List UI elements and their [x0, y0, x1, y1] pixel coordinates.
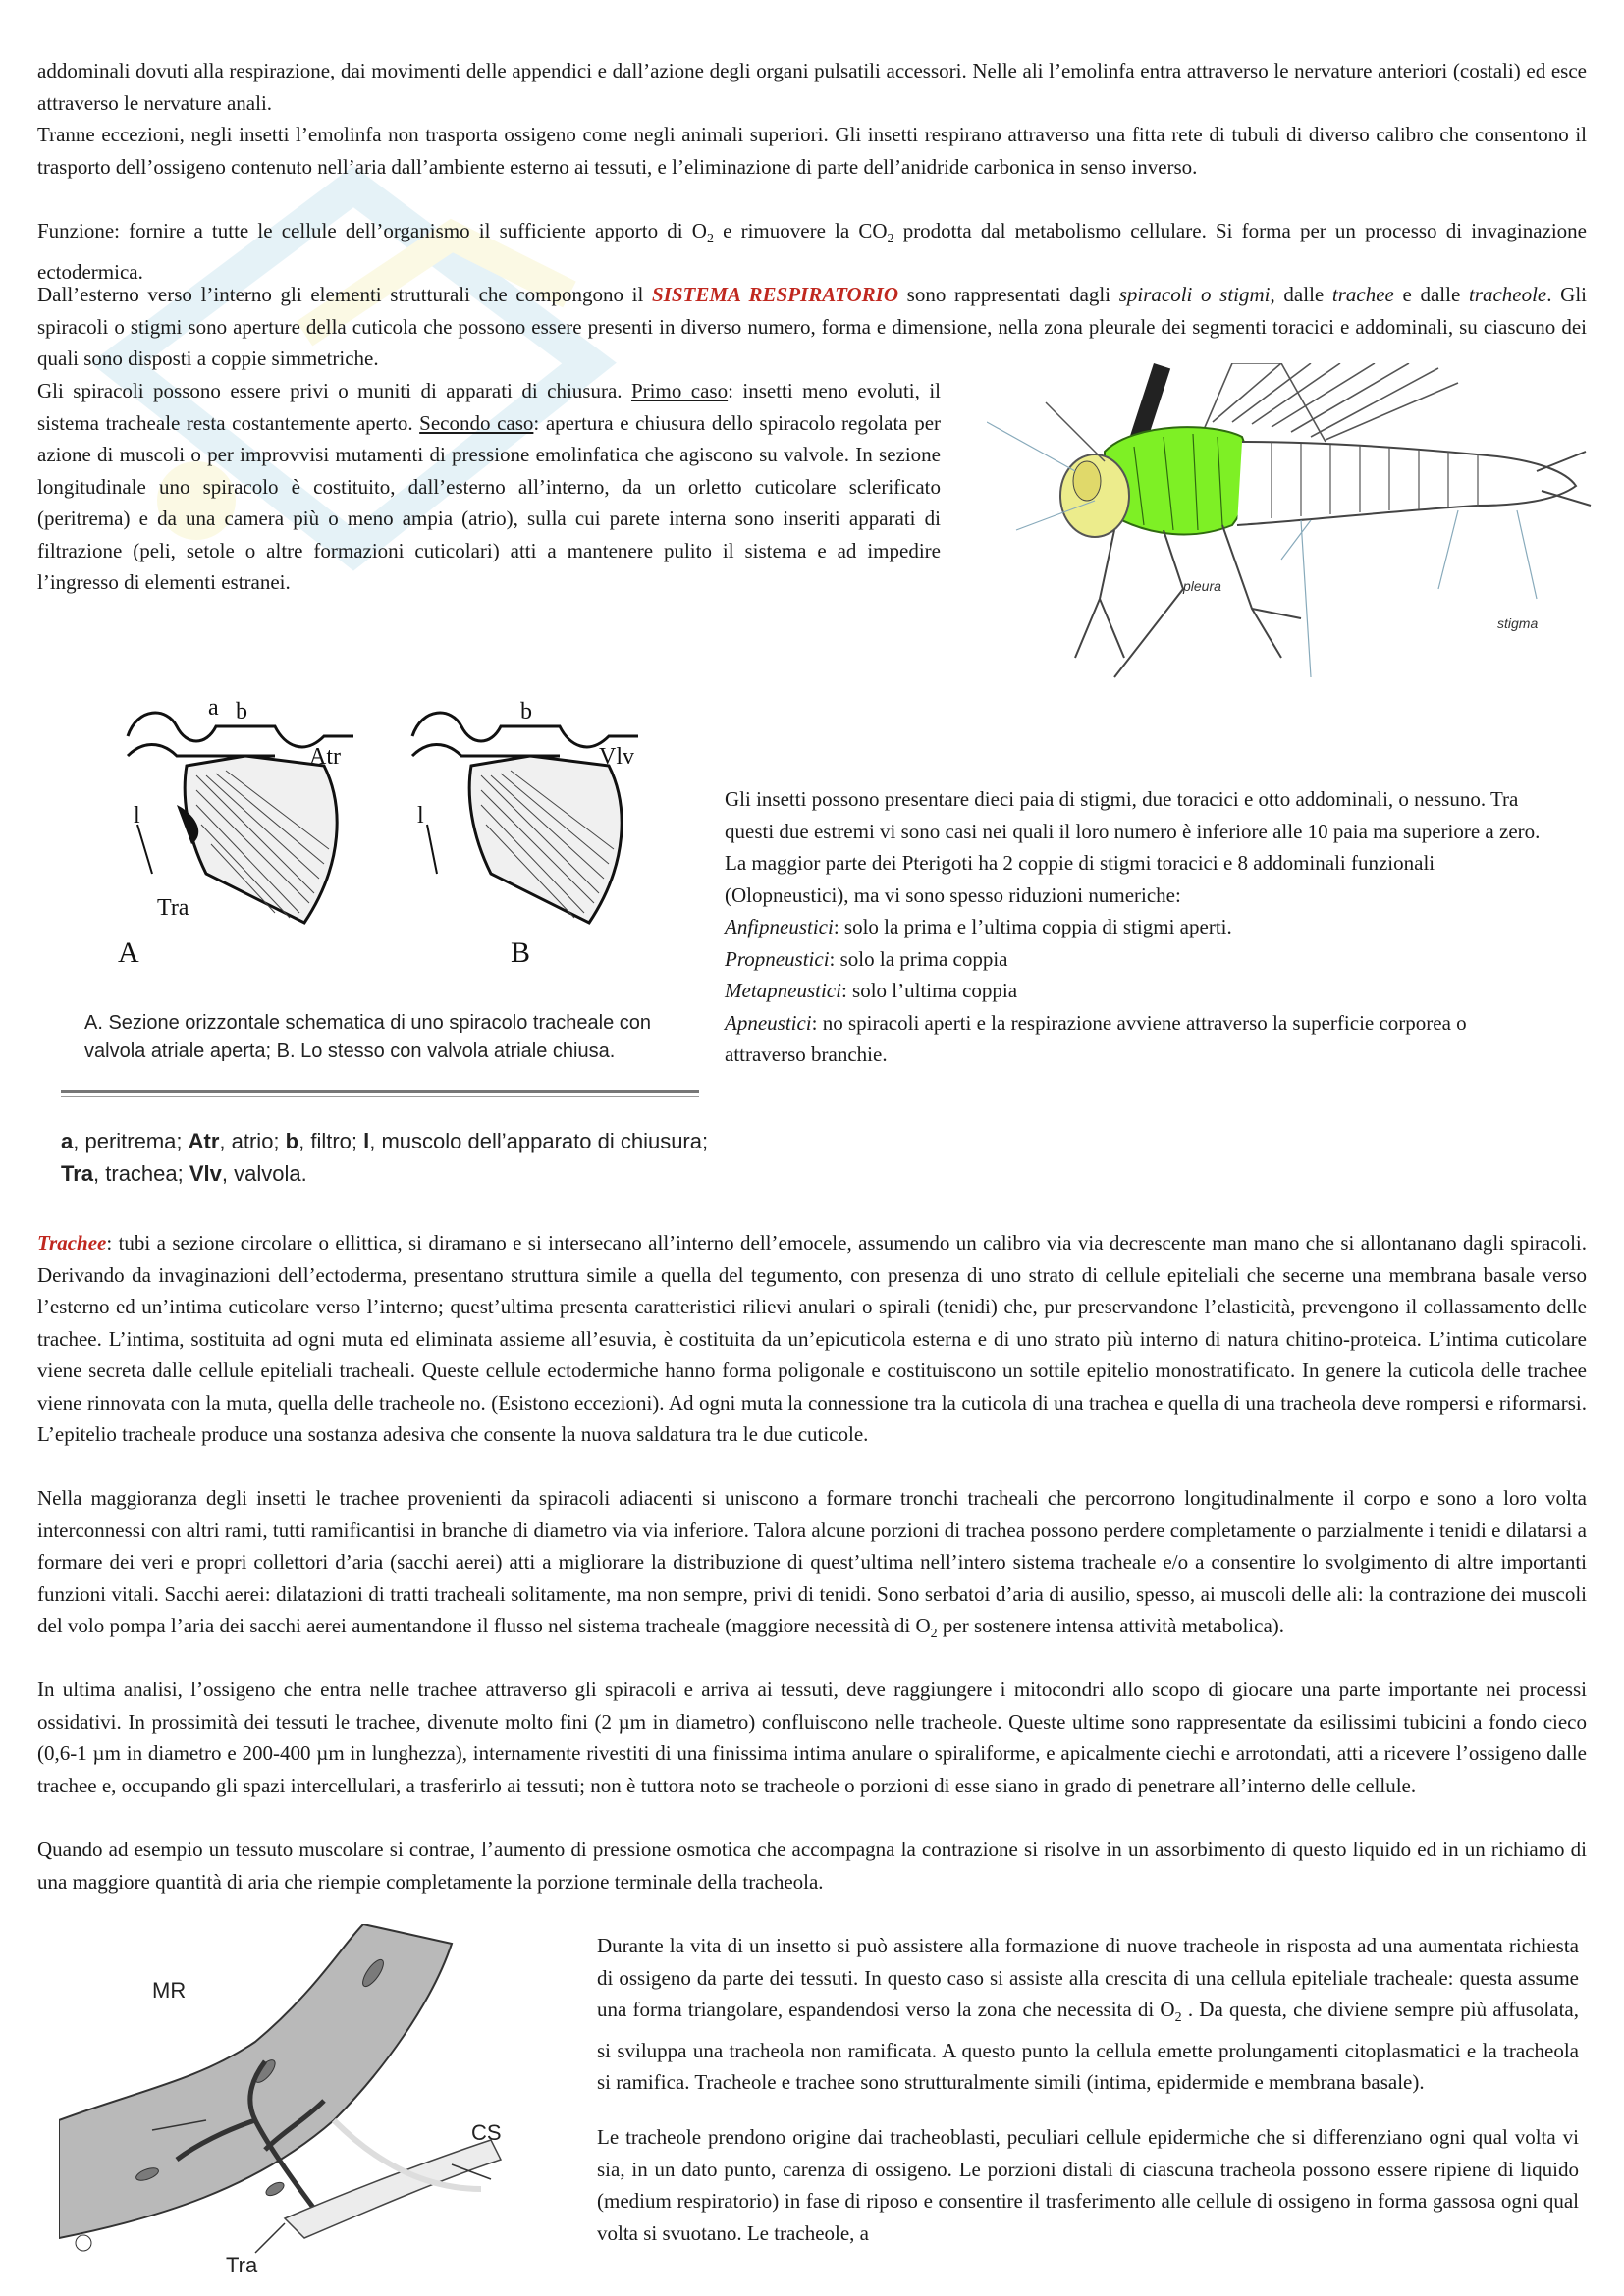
sistema-paragraph: Dall’esterno verso l’interno gli elementi strutturali che compongono il SISTEMA RESPIRATORIO sono rappresentati dagli spiracoli o stigmi, dalle trachee e dalle tracheole. Gli spiracoli o stigmi sono aperture della cuticola che possono essere presenti in diverso numero, forma e dimensione, nella zona pleurale dei segmenti toracici e addominali, su ciascuno dei quali sono disposti a coppie simmetriche. — [37, 283, 1587, 370]
label-tra-2: Tra — [226, 2253, 258, 2277]
trachee-paragraph-2: Nella maggioranza degli insetti le trachee provenienti da spiracoli adiacenti si uniscono a formare tronchi tracheali che percorrono longitudinalmente il corpo e sono a loro volta interconnessi con altri rami, tutti ramificantisi in branche di diametro via via inferiore. Talora alcune porzioni di trachea possono perdere completamente o parzialmente i tenidi e dilatarsi a formare dei veri e propri collettori d’aria (sacchi aerei) atti a migliorare la distribuzione di quest’ultima nell’intero sistema tracheale e/o a consentire lo svolgimento di altre importanti funzioni vitali. Sacchi aerei: dilatazioni di tratti tracheali solitamente, ma non sempre, privi di tenidi. Sono serbatoi d’aria di ausilio, spesso, ai muscoli delle ali: la contrazione dei muscoli del volo pompa l’aria dei sacchi aerei aumentandone il flusso nel sistema tracheale (maggiore necessità di $O_2$ per sostenere intensa attività metabolica). — [37, 1486, 1587, 1642]
tracheoblasti-paragraph: Le tracheole prendono origine dai tracheoblasti, peculiari cellule epidermiche che si differenziano ogni qual volta vi sia, in un dato punto, carenza di ossigeno. Le porzioni distali di ciascuna tracheola possono essere ripiene di liquido (medium respiratorio) in fase di riposo e consentire il trasferimento alle cellule di ossigeno in forma gassosa ogni qual volta si svuotano. Le tracheole, a — [597, 2125, 1579, 2245]
label-mr: MR — [152, 1978, 187, 2002]
intro-paragraph-2: Tranne eccezioni, negli insetti l’emolinfa non trasporta ossigeno come negli animali superiori. Gli insetti respirano attraverso una fitta rete di tubuli di diverso calibro che consentono il trasporto dell’ossigeno contenuto nell’aria dall’ambiente esterno ai tessuti, e l’eliminazione di parte dell’anidride carbonica in senso inverso. — [37, 123, 1587, 179]
caption-divider — [61, 1090, 699, 1093]
label-a: a — [208, 697, 219, 721]
spiracoli-paragraph: Gli spiracoli possono essere privi o muniti di apparati di chiusura. Primo caso: insetti meno evoluti, il sistema tracheale resta costantemente aperto. Secondo caso: apertura e chiusura dello spiracolo regolata per azione di muscoli o per improvvisi mutamenti di pressione emolinfatica che agiscono su valvole. In sezione longitudinale uno spiracolo è costituito, dall’esterno all’interno, da un orletto cuticolare sclerificato (peritrema) e da una camera più o meno ampia (atrio), sulla cui parete interna sono inseriti apparati di filtrazione (peli, setole o altre formazioni cuticolari) atti a mantenere pulito il sistema e ad impedire l’ingresso di elementi estranei. — [37, 379, 942, 594]
caption-divider-2 — [61, 1096, 699, 1097]
label-pleura: pleura — [1183, 578, 1221, 594]
insect-respiratory-figure — [987, 363, 1596, 687]
funzione-paragraph: Funzione: fornire a tutte le cellule dell’organismo il sufficiente apporto di $O_2$ e rimuovere la $CO_2$ prodotta dal metabolismo cellulare. Si forma per un processo di invaginazione ectodermica. — [37, 219, 1587, 284]
sistema-respiratorio-title: SISTEMA RESPIRATORIO — [651, 283, 899, 306]
label-l: l — [134, 803, 140, 828]
tracheole-figure — [59, 1924, 569, 2277]
label-cs: CS — [471, 2120, 502, 2145]
label-A: A — [118, 936, 139, 969]
intro-paragraph-1: addominali dovuti alla respirazione, dai movimenti delle appendici e dall’azione degli organi pulsatili accessori. Nelle ali l’emolinfa entra attraverso le nervature anteriori (costali) ed esce attraverso le nervature anali. — [37, 59, 1587, 115]
label-vlv: Vlv — [599, 744, 634, 770]
label-b2: b — [520, 699, 532, 724]
spiracle-section-figure — [98, 697, 648, 972]
spiracle-legend: a, peritrema; Atr, atrio; b, filtro; l, muscolo dell’apparato di chiusura; Tra, trachea; Vlv, valvola. — [61, 1129, 709, 1186]
trachee-title: Trachee — [37, 1231, 107, 1255]
label-stigma: stigma — [1497, 615, 1539, 631]
stigmi-paragraph: Gli insetti possono presentare dieci paia di stigmi, due toracici e otto addominali, o nessuno. Tra questi due estremi vi sono casi nei quali il loro numero è inferiore alle 10 paia ma superiore a zero. La maggior parte dei Pterigoti ha 2 coppie di stigmi toracici e 8 addominali funzionali (Olopneustici), ma vi sono spesso riduzioni numeriche: Anfipneustici: solo la prima e l’ultima coppia di stigmi aperti. Propneustici: solo la prima coppia Metapneustici: solo l’ultima coppia Apneustici: no spiracoli aperti e la respirazione avviene attraverso la superficie corporea o attraverso branchie. — [725, 787, 1541, 1066]
tracheole-growth-paragraph: Durante la vita di un insetto si può assistere alla formazione di nuove tracheole in risposta ad una aumentata richiesta di ossigeno da parte dei tessuti. In questo caso si assiste alla crescita di una cellula epiteliale tracheale: questa assume una forma triangolare, espandendosi verso la zona che necessita di $O_2$ . Da questa, che diviene sempre più affusolata, si sviluppa una tracheola non ramificata. A questo punto la cellula emette prolungamenti citoplasmatici e la tracheola si ramifica. Tracheole e trachee sono strutturalmente simili (intima, epidermide e membrana basale). — [597, 1934, 1579, 2095]
trachee-paragraph-1: Trachee: tubi a sezione circolare o ellittica, si diramano e si intersecano all’interno dell’emocele, assumendo un calibro via via decrescente man mano che si allontanano dagli spiracoli. Derivando da invaginazioni dell’ectoderma, presentano struttura simile a quella del tegumento, con presenza di uno strato di cellule epiteliali che secerne una membrana basale verso l’esterno ed un’intima cuticolare verso l’interno; quest’ultima presenta caratteristici rilievi anulari o spirali (tenidi) che, pur preservandone l’elasticità, prevengono il collassamento delle trachee. L’intima, sostituita ad ogni muta ed eliminata assieme all’esuvia, è costituita da un’epicuticola esterna e di uno strato più interno di natura chitino-proteica. L’intima cuticolare viene secreta dalle cellule epiteliali tracheali. Queste cellule ectodermiche hanno forma poligonale e costituiscono un sottile epitelio monostratificato. In genere la cuticola delle trachee viene rinnovata con la muta, quella delle tracheole no. (Esistono eccezioni). Ad ogni muta la connessione tra la cuticola di una trachea e quella di una tracheola deve rompersi e riformarsi. L’epitelio tracheale produce una sostanza adesiva che consente la nuova saldatura tra le due cuticole. — [37, 1231, 1587, 1446]
spiracle-caption: A. Sezione orizzontale schematica di uno spiracolo tracheale con valvola atriale aperta; B. Lo stesso con valvola atriale chiusa. — [84, 1012, 651, 1062]
label-l2: l — [417, 803, 424, 828]
trachee-paragraph-4: Quando ad esempio un tessuto muscolare si contrae, l’aumento di pressione osmotica che accompagna la contrazione si risolve in un assorbimento di questo liquido ed in un richiamo di una maggiore quantità di aria che riempie completamente la porzione terminale della tracheola. — [37, 1838, 1587, 1894]
label-b: b — [236, 699, 247, 724]
label-tra: Tra — [157, 895, 189, 921]
label-atr: Atr — [309, 744, 341, 770]
trachee-paragraph-3: In ultima analisi, l’ossigeno che entra nelle trachee attraverso gli spiracoli e arriva ai tessuti, deve raggiungere i mitocondri allo scopo di giocare una parte importante nei processi ossidativi. In prossimità dei tessuti le trachee, divenute molto fini (2 µm in diametro) confluiscono nelle tracheole. Queste ultime sono rappresentate da esilissimi tubicini a fondo cieco (0,6-1 µm in diametro e 200-400 µm in lunghezza), internamente rivestiti di una finissima intima anulare o spiraliforme, e apicalmente ciechi e arrotondati, atti a ricevere l’ossigeno dalle trachee e, occupando gli spazi intercellulari, a trasferirlo ai tessuti; non è tuttora noto se tracheole o porzioni di esse siano in grado di penetrare all’interno delle cellule. — [37, 1678, 1587, 1797]
label-B: B — [511, 936, 531, 969]
